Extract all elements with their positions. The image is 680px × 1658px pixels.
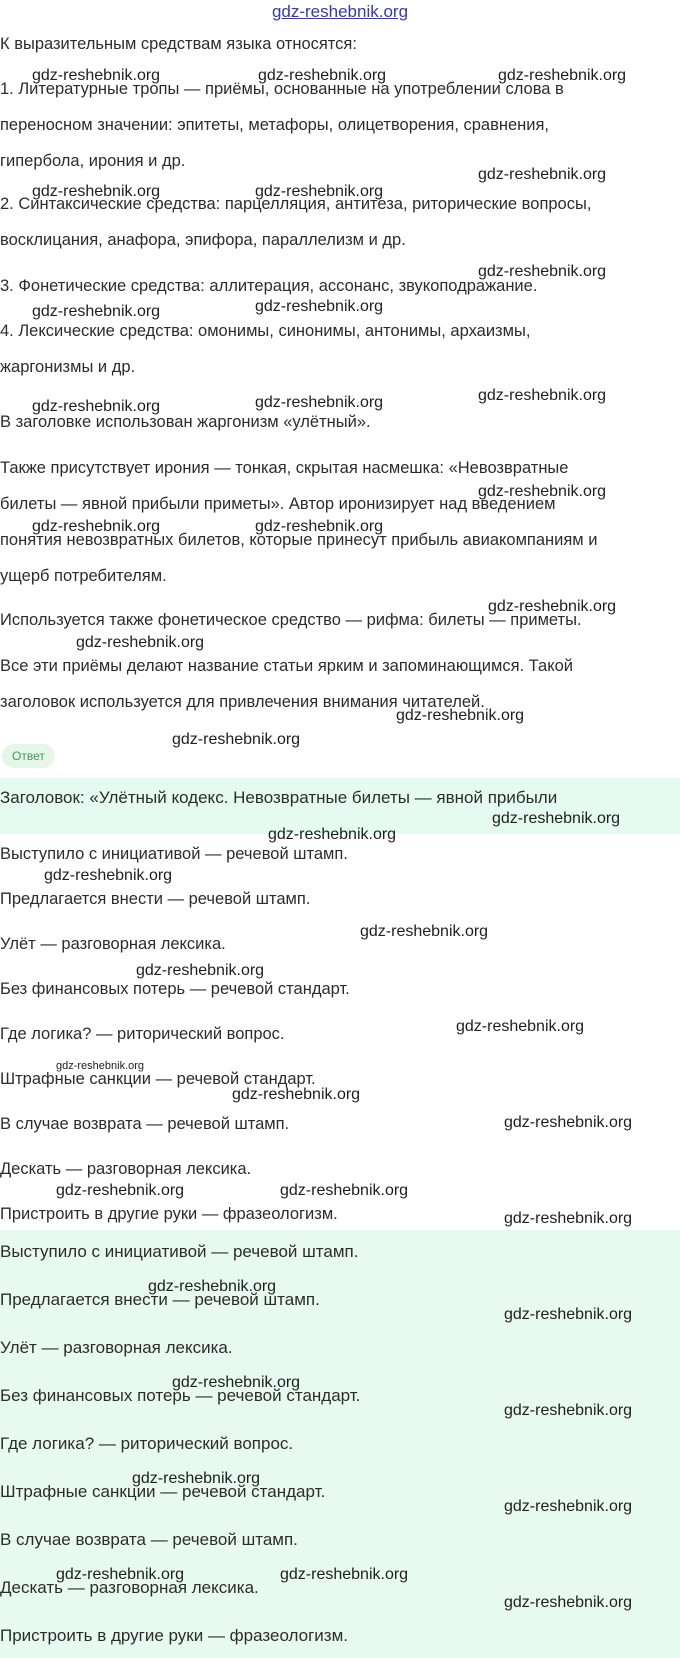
watermark: gdz-reshebnik.org	[504, 1594, 633, 1611]
watermark: gdz-reshebnik.org	[456, 1018, 585, 1035]
watermark: gdz-reshebnik.org	[268, 826, 397, 843]
list-item: Улёт — разговорная лексика.	[0, 935, 226, 953]
watermark: gdz-reshebnik.org	[32, 518, 161, 535]
watermark: gdz-reshebnik.org	[280, 1182, 409, 1199]
watermark: gdz-reshebnik.org	[232, 1086, 361, 1103]
paragraph-line: 4. Лексические средства: омонимы, синонимы, антонимы, архаизмы,	[0, 322, 531, 340]
watermark: gdz-reshebnik.org	[56, 1060, 145, 1072]
watermark: gdz-reshebnik.org	[504, 1498, 633, 1515]
list-item: Где логика? — риторический вопрос.	[0, 1025, 285, 1043]
watermark: gdz-reshebnik.org	[504, 1114, 633, 1131]
paragraph-line: ущерб потребителям.	[0, 567, 167, 585]
list-item: Выступило с инициативой — речевой штамп.	[0, 845, 348, 863]
watermark: gdz-reshebnik.org	[76, 634, 205, 651]
list-item: Без финансовых потерь — речевой стандарт.	[0, 980, 350, 998]
watermark: gdz-reshebnik.org	[172, 1374, 301, 1391]
list-item: Пристроить в другие руки — фразеологизм.	[0, 1205, 338, 1223]
watermark: gdz-reshebnik.org	[360, 923, 489, 940]
watermark: gdz-reshebnik.org	[258, 67, 387, 84]
watermark: gdz-reshebnik.org	[32, 398, 161, 415]
list-item: Дескать — разговорная лексика.	[0, 1578, 259, 1597]
watermark: gdz-reshebnik.org	[32, 67, 161, 84]
list-item: Штрафные санкции — речевой стандарт.	[0, 1482, 326, 1501]
watermark: gdz-reshebnik.org	[172, 731, 301, 748]
paragraph-line: понятия невозвратных билетов, которые принесут прибыль авиакомпаниям и	[0, 531, 598, 549]
list-item: Штрафные санкции — речевой стандарт.	[0, 1070, 316, 1088]
watermark: gdz-reshebnik.org	[396, 707, 525, 724]
list-item: В случае возврата — речевой штамп.	[0, 1115, 290, 1133]
paragraph-line: переносном значении: эпитеты, метафоры, олицетворения, сравнения,	[0, 116, 549, 134]
paragraph-line: жаргонизмы и др.	[0, 358, 136, 376]
watermark: gdz-reshebnik.org	[478, 166, 607, 183]
list-item: В случае возврата — речевой штамп.	[0, 1530, 298, 1549]
list-item: Пристроить в другие руки — фразеологизм.	[0, 1626, 348, 1645]
watermark: gdz-reshebnik.org	[136, 962, 265, 979]
watermark: gdz-reshebnik.org	[280, 1566, 409, 1583]
paragraph-line: 2. Синтаксические средства: парцелляция, антитеза, риторические вопросы,	[0, 195, 592, 213]
list-item: Где логика? — риторический вопрос.	[0, 1434, 294, 1453]
paragraph-line: Используется также фонетическое средство — рифма: билеты — приметы.	[0, 611, 582, 629]
list-item: Выступило с инициативой — речевой штамп.	[0, 1242, 359, 1261]
watermark: gdz-reshebnik.org	[255, 394, 384, 411]
list-item: Предлагается внести — речевой штамп.	[0, 890, 311, 908]
watermark: gdz-reshebnik.org	[504, 1306, 633, 1323]
watermark: gdz-reshebnik.org	[488, 598, 617, 615]
paragraph-lexical	[0, 313, 678, 385]
list-item: Улёт — разговорная лексика.	[0, 1338, 233, 1357]
watermark: gdz-reshebnik.org	[478, 483, 607, 500]
watermark: gdz-reshebnik.org	[255, 298, 384, 315]
watermark: gdz-reshebnik.org	[32, 303, 161, 320]
watermark: gdz-reshebnik.org	[255, 518, 384, 535]
list-item: Без финансовых потерь — речевой стандарт.	[0, 1386, 361, 1405]
watermark: gdz-reshebnik.org	[504, 1210, 633, 1227]
paragraph-line: восклицания, анафора, эпифора, параллелизм и др.	[0, 231, 406, 249]
list-item: Предлагается внести — речевой штамп.	[0, 1290, 320, 1309]
paragraph-line: заголовок используется для привлечения внимания читателей.	[0, 693, 485, 711]
paragraph-tropes	[0, 71, 678, 179]
watermark: gdz-reshebnik.org	[478, 387, 607, 404]
watermark: gdz-reshebnik.org	[32, 183, 161, 200]
watermark: gdz-reshebnik.org	[148, 1278, 277, 1295]
paragraph-line: К выразительным средствам языка относятся:	[0, 35, 357, 53]
paragraph-line: билеты — явной прибыли приметы». Автор иронизирует над введением	[0, 495, 556, 513]
watermark: gdz-reshebnik.org	[498, 67, 627, 84]
paragraph-line: гипербола, ирония и др.	[0, 152, 186, 170]
watermark: gdz-reshebnik.org	[504, 1402, 633, 1419]
watermark: gdz-reshebnik.org	[478, 263, 607, 280]
answer-badge: Ответ	[2, 744, 55, 768]
paragraph-intro	[0, 26, 678, 62]
watermark: gdz-reshebnik.org	[56, 1566, 185, 1583]
paragraph-conclusion	[0, 648, 678, 720]
list-item: Дескать — разговорная лексика.	[0, 1160, 252, 1178]
paragraph-line: 1. Литературные тропы — приёмы, основанные на употреблении слова в	[0, 80, 564, 98]
paragraph-line: В заголовке использован жаргонизм «улётный».	[0, 413, 371, 431]
watermark: gdz-reshebnik.org	[492, 810, 621, 827]
watermark: gdz-reshebnik.org	[56, 1182, 185, 1199]
answer-title: Заголовок: «Улётный кодекс. Невозвратные билеты — явной прибыли	[0, 788, 558, 807]
watermark: gdz-reshebnik.org	[44, 867, 173, 884]
watermark: gdz-reshebnik.org	[132, 1470, 261, 1487]
paragraph-line: Также присутствует ирония — тонкая, скрытая насмешка: «Невозвратные	[0, 459, 569, 477]
paragraph-line: 3. Фонетические средства: аллитерация, ассонанс, звукоподражание.	[0, 277, 538, 295]
watermark: gdz-reshebnik.org	[255, 183, 384, 200]
paragraph-line: Все эти приёмы делают название статьи ярким и запоминающимся. Такой	[0, 657, 573, 675]
site-url-header[interactable]: gdz-reshebnik.org	[271, 2, 409, 21]
